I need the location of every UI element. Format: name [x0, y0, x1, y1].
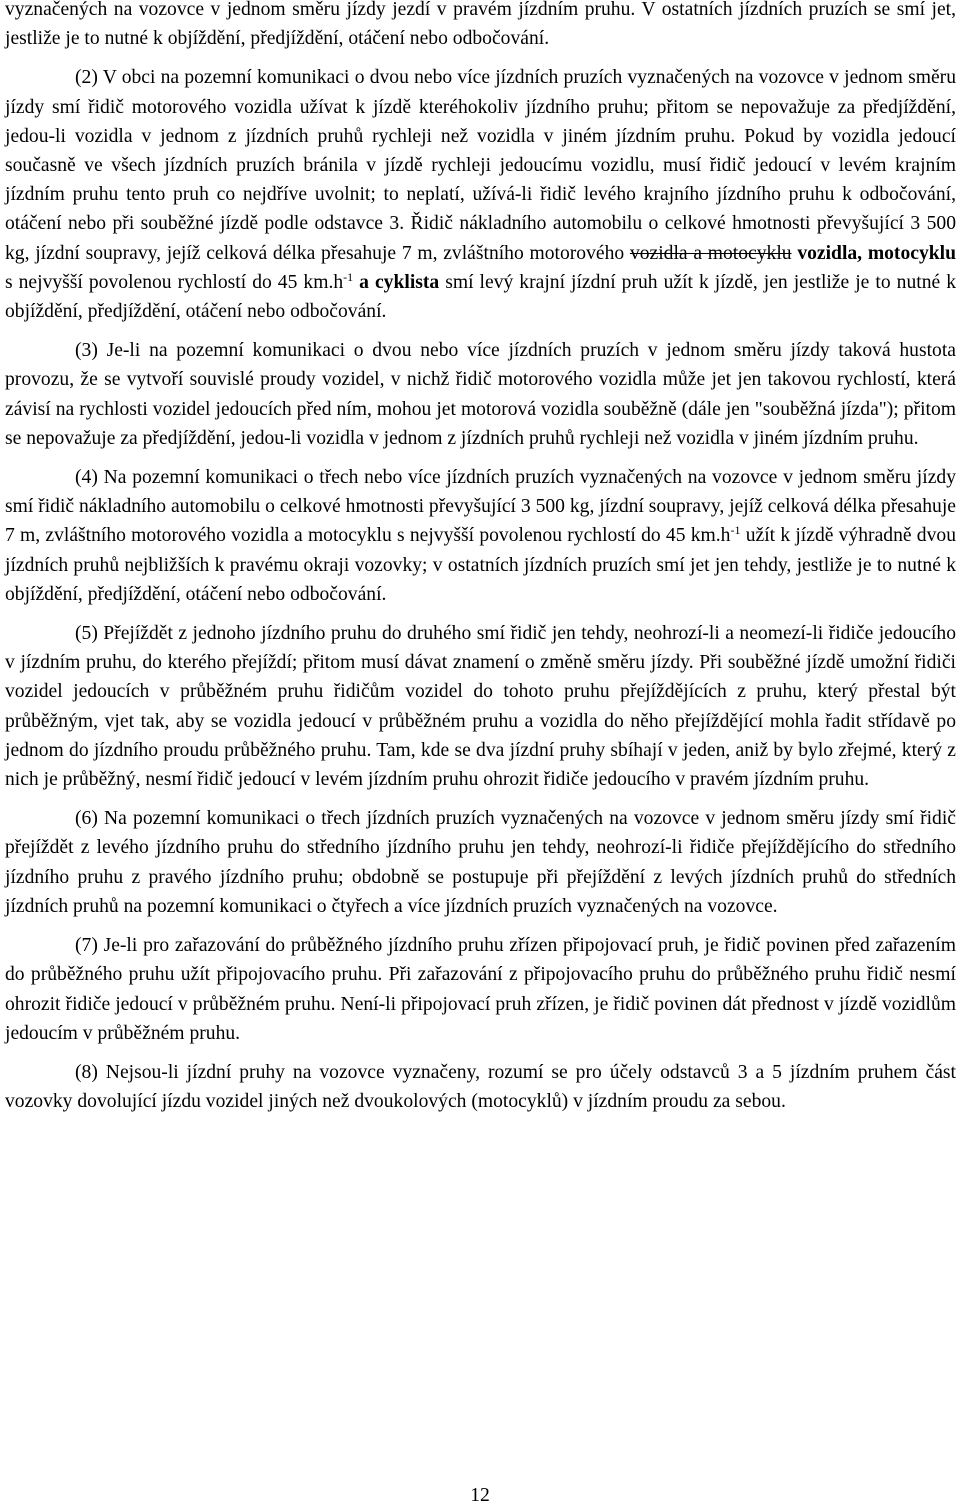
paragraph-spacer	[5, 921, 956, 931]
superscript: -1	[343, 269, 354, 284]
superscript: -1	[730, 523, 741, 538]
paragraph-spacer	[5, 794, 956, 804]
paragraph-spacer	[5, 1048, 956, 1058]
paragraph-intro: vyznačených na vozovce v jednom směru jízdy jezdí v pravém jízdním pruhu. V ostatních jízdních pruzích se smí jet, jestliže je to nutné k objíždění, předjíždění, otáčení nebo odbočování.	[5, 0, 956, 50]
paragraph-2-text-middle: s nejvyšší povolenou rychlostí do 45 km.h	[5, 271, 344, 293]
inserted-text: vozidla, motocyklu	[797, 242, 956, 264]
paragraph-spacer	[5, 453, 956, 463]
paragraph-2-text-after: smí levý krajní jízdní pruh užít k jízdě, jen jestliže je to nutné k objíždění, předjíždění, otáčení nebo odbočování.	[5, 271, 956, 323]
paragraph-5: (5) Přejíždět z jednoho jízdního pruhu do druhého smí řidič jen tehdy, neohrozí-li a neomezí-li řidiče jedoucího v jízdním pruhu, do kterého přejíždí; přitom musí dávat znamení o změně směru jízdy. Při souběžné jízdě umožní řidiči vozidel jedoucích v průběžném pruhu řidičům vozidel do tohoto pruhu přejíždějících z pruhu, který přestal být průběžným, vjet tak, aby se vozidla jedoucí v průběžném pruhu a vozidla do něho přejíždějící mohla řadit střídavě po jednom do jízdního proudu průběžného pruhu. Tam, kde se dva jízdní pruhy sbíhají v jeden, aniž by bylo zřejmé, který z nich je průběžný, nesmí řidič jedoucí v levém jízdním pruhu ohrozit řidiče jedoucího v pravém jízdním pruhu.	[5, 623, 956, 791]
document-page	[5, 0, 956, 1116]
page-number: 12	[470, 1485, 490, 1506]
paragraph-spacer	[5, 609, 956, 619]
deleted-text: vozidla a motocyklu	[629, 242, 792, 264]
inserted-text-2: a cyklista	[359, 271, 440, 293]
paragraph-4-text-before: (4) Na pozemní komunikaci o třech nebo více jízdních pruzích vyznačených na vozovce v jednom směru jízdy smí řidič nákladního automobilu o celkové hmotnosti převyšující 3 500 kg, jízdní soupravy, jejíž celková délka přesahuje 7 m, zvláštního motorového vozidla a motocyklu s nejvyšší povolenou rychlostí do 45 km.h	[5, 467, 956, 547]
paragraph-3: (3) Je-li na pozemní komunikaci o dvou nebo více jízdních pruzích v jednom směru jízdy taková hustota provozu, že se vytvoří souvislé proudy vozidel, v nichž řidič motorového vozidla může jet jen takovou rychlostí, která závisí na rychlosti vozidel jedoucích před ním, mohou jet motorová vozidla souběžně (dále jen "souběžná jízda"); přitom se nepovažuje za předjíždění, jedou-li vozidla v jednom z jízdních pruhů rychleji než vozidla v jiném jízdním pruhu.	[5, 340, 956, 449]
paragraph-4-text-after: užít k jízdě výhradně dvou jízdních pruhů nejbližších k pravému okraji vozovky; v ostatních jízdních pruzích smí jet jen tehdy, jestliže je to nutné k objíždění, předjíždění, otáčení nebo odbočování.	[5, 525, 956, 605]
paragraph-2	[5, 63, 956, 326]
paragraph-4	[5, 463, 956, 609]
paragraph-spacer	[5, 326, 956, 336]
paragraph-7: (7) Je-li pro zařazování do průběžného jízdního pruhu zřízen připojovací pruh, je řidič povinen před zařazením do průběžného pruhu užít připojovacího pruhu. Při zařazování z připojovacího pruhu do průběžného pruhu řidič nesmí ohrozit řidiče jedoucí v průběžném pruhu. Není-li připojovací pruh zřízen, je řidič povinen dát přednost v jízdě vozidlům jedoucím v průběžném pruhu.	[5, 935, 956, 1044]
paragraph-8: (8) Nejsou-li jízdní pruhy na vozovce vyznačeny, rozumí se pro účely odstavců 3 a 5 jízdním pruhem část vozovky dovolující jízdu vozidel jiných než dvoukolových (motocyklů) v jízdním proudu za sebou.	[5, 1061, 956, 1113]
paragraph-2-text-before: (2) V obci na pozemní komunikaci o dvou nebo více jízdních pruzích vyznačených na vozovce v jednom směru jízdy smí řidič motorového vozidla užívat k jízdě kteréhokoliv jízdního pruhu; přitom se nepovažuje za předjíždění, jedou-li vozidla v jednom z jízdních pruhů rychleji než vozidla v jiném jízdním pruhu. Pokud by vozidla jedoucí současně ve všech jízdních pruzích bránila v jízdě rychleji jedoucímu vozidlu, musí řidič jedoucí v levém krajním jízdním pruhu tento pruh co nejdříve uvolnit; to neplatí, užívá-li řidič levého krajního jízdního pruhu k odbočování, otáčení nebo při souběžné jízdě podle odstavce 3. Řidič nákladního automobilu o celkové hmotnosti převyšující 3 500 kg, jízdní soupravy, jejíž celková délka přesahuje 7 m, zvláštního motorového	[5, 67, 956, 264]
paragraph-spacer	[5, 53, 956, 63]
paragraph-6: (6) Na pozemní komunikaci o třech jízdních pruzích vyznačených na vozovce v jednom směru jízdy smí řidič přejíždět z levého jízdního pruhu do středního jízdního pruhu jen tehdy, neohrozí-li řidiče přejíždějícího do středního jízdního pruhu z pravého jízdního pruhu; obdobně se postupuje při přejíždění z levých jízdních pruhů do středních jízdních pruhů na pozemní komunikaci o čtyřech a více jízdních pruzích vyznačených na vozovce.	[5, 808, 956, 917]
